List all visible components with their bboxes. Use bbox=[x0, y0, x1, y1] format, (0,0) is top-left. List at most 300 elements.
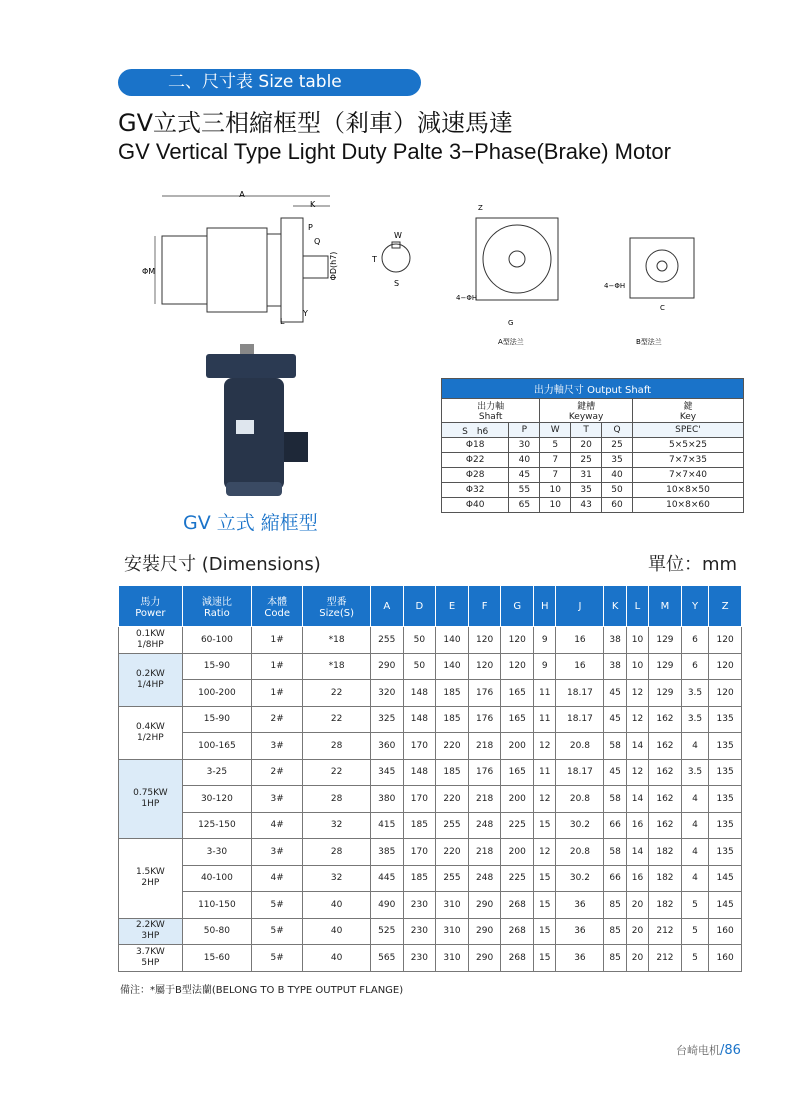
dim-header: 本體 Code bbox=[252, 586, 303, 627]
dim-cell: 40-100 bbox=[182, 865, 251, 892]
dim-cell: 225 bbox=[501, 812, 534, 839]
dim-row bbox=[119, 945, 742, 972]
dim-header: 馬力 Power bbox=[119, 586, 183, 627]
dim-cell: 120 bbox=[501, 653, 534, 680]
dim-header: 減速比 Ratio bbox=[182, 586, 251, 627]
dim-cell: 85 bbox=[604, 918, 626, 945]
dim-cell: 9 bbox=[534, 627, 556, 654]
dim-row bbox=[119, 627, 742, 654]
dim-cell: 16 bbox=[556, 627, 604, 654]
dim-header: D bbox=[403, 586, 436, 627]
dim-cell: 16 bbox=[626, 865, 648, 892]
shaft-cell: 7×7×35 bbox=[632, 453, 743, 468]
dim-cell: 9 bbox=[534, 653, 556, 680]
shaft-row bbox=[442, 438, 744, 453]
dim-cell: 345 bbox=[370, 759, 403, 786]
dim-cell: 148 bbox=[403, 759, 436, 786]
shaft-row bbox=[442, 468, 744, 483]
dim-cell: 176 bbox=[468, 680, 501, 707]
dim-row bbox=[119, 680, 742, 707]
dim-cell: 11 bbox=[534, 680, 556, 707]
dim-cell: 58 bbox=[604, 786, 626, 813]
dim-cell: 129 bbox=[649, 627, 682, 654]
dim-cell: 200 bbox=[501, 786, 534, 813]
dim-cell: 14 bbox=[626, 839, 648, 866]
dim-cell: 120 bbox=[468, 627, 501, 654]
dim-cell: 255 bbox=[436, 865, 469, 892]
dim-cell: 40 bbox=[303, 892, 371, 919]
dim-cell: 162 bbox=[649, 706, 682, 733]
shaft-cell: 7 bbox=[540, 453, 571, 468]
dim-cell: 15-90 bbox=[182, 653, 251, 680]
dim-cell: 165 bbox=[501, 759, 534, 786]
shaft-subhead: S h6 bbox=[442, 423, 509, 438]
shaft-row bbox=[442, 498, 744, 513]
dim-cell: 20.8 bbox=[556, 786, 604, 813]
shaft-cell: 10 bbox=[540, 498, 571, 513]
dim-cell: 11 bbox=[534, 759, 556, 786]
shaft-row bbox=[442, 453, 744, 468]
dim-cell: 15 bbox=[534, 812, 556, 839]
dim-cell: 20.8 bbox=[556, 839, 604, 866]
dim-header: G bbox=[501, 586, 534, 627]
label-a: A bbox=[239, 190, 245, 199]
dim-cell: 66 bbox=[604, 812, 626, 839]
label-c: C bbox=[660, 304, 665, 312]
dim-cell: 415 bbox=[370, 812, 403, 839]
dim-cell: 11 bbox=[534, 706, 556, 733]
dim-cell: 3-25 bbox=[182, 759, 251, 786]
dim-cell: 268 bbox=[501, 945, 534, 972]
dim-cell: 12 bbox=[626, 680, 648, 707]
dim-cell: 3# bbox=[252, 786, 303, 813]
shaft-cell: 7×7×40 bbox=[632, 468, 743, 483]
dim-cell: 100-200 bbox=[182, 680, 251, 707]
shaft-cell: 43 bbox=[571, 498, 602, 513]
footer-brand: 台崎电机 bbox=[676, 1044, 720, 1057]
dim-cell: 165 bbox=[501, 680, 534, 707]
label-hole-b: 4−ΦH bbox=[604, 282, 626, 290]
side-view-diagram bbox=[140, 188, 340, 333]
footnote: 備注：*屬于B型法蘭(BELONG TO B TYPE OUTPUT FLANGE) bbox=[120, 985, 404, 996]
dim-cell: 200 bbox=[501, 733, 534, 760]
dim-cell: 20 bbox=[626, 918, 648, 945]
dim-cell: 170 bbox=[403, 839, 436, 866]
dim-cell: 185 bbox=[436, 706, 469, 733]
dim-cell: 160 bbox=[709, 918, 742, 945]
shaft-cell: 10×8×60 bbox=[632, 498, 743, 513]
dim-cell: 220 bbox=[436, 786, 469, 813]
dim-power-cell: 3.7KW 5HP bbox=[119, 945, 183, 972]
dim-cell: 1# bbox=[252, 680, 303, 707]
label-m: ΦM bbox=[142, 267, 156, 276]
label-s: S bbox=[394, 279, 400, 288]
dim-cell: 6 bbox=[681, 627, 709, 654]
dim-cell: 3.5 bbox=[681, 706, 709, 733]
dim-row bbox=[119, 839, 742, 866]
dim-cell: 120 bbox=[709, 627, 742, 654]
dim-cell: 145 bbox=[709, 865, 742, 892]
dim-cell: 15 bbox=[534, 918, 556, 945]
shaft-group-keyway: 鍵槽 Keyway bbox=[540, 399, 633, 423]
dim-power-cell: 0.75KW 1HP bbox=[119, 759, 183, 839]
motor-photo bbox=[196, 342, 320, 500]
dim-cell: 32 bbox=[303, 812, 371, 839]
label-hole-a: 4−ΦH bbox=[456, 294, 478, 302]
dim-cell: 445 bbox=[370, 865, 403, 892]
dim-cell: 36 bbox=[556, 918, 604, 945]
shaft-subhead: W bbox=[540, 423, 571, 438]
dim-cell: 38 bbox=[604, 653, 626, 680]
dim-cell: 176 bbox=[468, 759, 501, 786]
dim-cell: 182 bbox=[649, 839, 682, 866]
dim-cell: 230 bbox=[403, 945, 436, 972]
shaft-table-title: 出力軸尺寸 Output Shaft bbox=[442, 379, 744, 399]
dim-cell: 45 bbox=[604, 680, 626, 707]
dim-cell: 148 bbox=[403, 706, 436, 733]
shaft-cell: 40 bbox=[602, 468, 633, 483]
dim-cell: 145 bbox=[709, 892, 742, 919]
dim-cell: 176 bbox=[468, 706, 501, 733]
dim-row bbox=[119, 918, 742, 945]
dim-cell: 32 bbox=[303, 865, 371, 892]
dim-cell: 15 bbox=[534, 865, 556, 892]
shaft-cell: 60 bbox=[602, 498, 633, 513]
dim-row bbox=[119, 892, 742, 919]
dim-cell: 12 bbox=[626, 759, 648, 786]
dim-cell: 248 bbox=[468, 865, 501, 892]
shaft-cell: 10×8×50 bbox=[632, 483, 743, 498]
dim-cell: 220 bbox=[436, 733, 469, 760]
dim-cell: 135 bbox=[709, 733, 742, 760]
shaft-row bbox=[442, 483, 744, 498]
dim-header: Y bbox=[681, 586, 709, 627]
dim-row bbox=[119, 812, 742, 839]
shaft-subhead: T bbox=[571, 423, 602, 438]
dim-cell: 15-60 bbox=[182, 945, 251, 972]
dim-cell: 15 bbox=[534, 892, 556, 919]
dim-cell: 4# bbox=[252, 812, 303, 839]
shaft-cell: 25 bbox=[602, 438, 633, 453]
dim-cell: *18 bbox=[303, 653, 371, 680]
dim-header: E bbox=[436, 586, 469, 627]
dim-header: A bbox=[370, 586, 403, 627]
dim-cell: 18.17 bbox=[556, 759, 604, 786]
dim-cell: 5# bbox=[252, 918, 303, 945]
section-pill: 二、尺寸表 Size table bbox=[118, 69, 421, 96]
label-t: T bbox=[372, 255, 377, 264]
dim-cell: 20.8 bbox=[556, 733, 604, 760]
shaft-cell: Φ32 bbox=[442, 483, 509, 498]
dim-cell: 110-150 bbox=[182, 892, 251, 919]
footer bbox=[676, 1042, 741, 1058]
label-a-flange: A型法兰 bbox=[498, 338, 524, 346]
dim-cell: 3.5 bbox=[681, 759, 709, 786]
dim-cell: 20 bbox=[626, 945, 648, 972]
dim-cell: 4 bbox=[681, 812, 709, 839]
dim-cell: 4 bbox=[681, 733, 709, 760]
dim-cell: 16 bbox=[556, 653, 604, 680]
label-l: L bbox=[280, 317, 285, 326]
label-d: ΦD(h7) bbox=[329, 251, 338, 281]
label-w: W bbox=[394, 231, 402, 240]
dim-cell: 218 bbox=[468, 839, 501, 866]
dim-cell: 1# bbox=[252, 653, 303, 680]
shaft-subhead: Q bbox=[602, 423, 633, 438]
dim-cell: 310 bbox=[436, 892, 469, 919]
dimensions-title: 安裝尺寸 (Dimensions) bbox=[124, 554, 321, 575]
motor-label: GV 立式 縮框型 bbox=[183, 512, 318, 534]
dim-cell: 220 bbox=[436, 839, 469, 866]
dim-cell: 50 bbox=[403, 653, 436, 680]
shaft-cell: 25 bbox=[571, 453, 602, 468]
dim-cell: 12 bbox=[534, 786, 556, 813]
dim-cell: 125-150 bbox=[182, 812, 251, 839]
dim-cell: 15 bbox=[534, 945, 556, 972]
shaft-cell: 45 bbox=[509, 468, 540, 483]
dim-cell: 28 bbox=[303, 786, 371, 813]
dim-cell: 185 bbox=[436, 680, 469, 707]
dim-header: 型番 Size(S) bbox=[303, 586, 371, 627]
dim-cell: 385 bbox=[370, 839, 403, 866]
dim-cell: 140 bbox=[436, 627, 469, 654]
label-g: G bbox=[508, 319, 514, 327]
dim-cell: 268 bbox=[501, 892, 534, 919]
shaft-cell: 50 bbox=[602, 483, 633, 498]
dim-cell: 4 bbox=[681, 865, 709, 892]
dim-cell: 22 bbox=[303, 680, 371, 707]
dim-cell: 148 bbox=[403, 680, 436, 707]
dim-cell: 5# bbox=[252, 945, 303, 972]
dim-header: M bbox=[649, 586, 682, 627]
dim-cell: 40 bbox=[303, 918, 371, 945]
dim-cell: 45 bbox=[604, 706, 626, 733]
dim-cell: 218 bbox=[468, 733, 501, 760]
shaft-cell: 7 bbox=[540, 468, 571, 483]
dim-cell: 58 bbox=[604, 839, 626, 866]
flange-a-diagram bbox=[448, 200, 578, 350]
shaft-cell: 30 bbox=[509, 438, 540, 453]
page-title-cn: GV立式三相縮框型（剎車）減速馬達 bbox=[118, 109, 514, 137]
dim-cell: 60-100 bbox=[182, 627, 251, 654]
dim-cell: 5 bbox=[681, 918, 709, 945]
label-z: Z bbox=[478, 204, 483, 212]
dim-cell: 565 bbox=[370, 945, 403, 972]
shaft-cell: Φ22 bbox=[442, 453, 509, 468]
dim-power-cell: 0.4KW 1/2HP bbox=[119, 706, 183, 759]
dim-cell: 120 bbox=[709, 653, 742, 680]
dim-power-cell: 0.2KW 1/4HP bbox=[119, 653, 183, 706]
dim-power-cell: 1.5KW 2HP bbox=[119, 839, 183, 919]
dim-cell: 255 bbox=[370, 627, 403, 654]
label-q: Q bbox=[314, 237, 321, 246]
dim-cell: 525 bbox=[370, 918, 403, 945]
dim-header: J bbox=[556, 586, 604, 627]
shaft-cell: 20 bbox=[571, 438, 602, 453]
dim-cell: 160 bbox=[709, 945, 742, 972]
shaft-cell: 35 bbox=[602, 453, 633, 468]
dim-cell: 129 bbox=[649, 680, 682, 707]
dim-cell: 212 bbox=[649, 918, 682, 945]
dim-cell: 255 bbox=[436, 812, 469, 839]
dim-cell: 85 bbox=[604, 945, 626, 972]
dim-cell: 185 bbox=[403, 865, 436, 892]
label-b-flange: B型法兰 bbox=[636, 338, 662, 346]
dim-cell: 5 bbox=[681, 945, 709, 972]
dim-power-cell: 0.1KW 1/8HP bbox=[119, 627, 183, 654]
unit-label: 單位：mm bbox=[648, 554, 738, 575]
dim-cell: 380 bbox=[370, 786, 403, 813]
dim-cell: 225 bbox=[501, 865, 534, 892]
dim-cell: 28 bbox=[303, 733, 371, 760]
dim-cell: 290 bbox=[468, 945, 501, 972]
dim-cell: 162 bbox=[649, 759, 682, 786]
dim-cell: 170 bbox=[403, 786, 436, 813]
shaft-subhead: SPEC' bbox=[632, 423, 743, 438]
label-k: K bbox=[310, 200, 316, 209]
dim-cell: 30.2 bbox=[556, 812, 604, 839]
label-p: P bbox=[308, 223, 313, 232]
dim-cell: 182 bbox=[649, 892, 682, 919]
dim-cell: 490 bbox=[370, 892, 403, 919]
dim-cell: 3# bbox=[252, 733, 303, 760]
flange-b-diagram bbox=[600, 228, 710, 350]
dim-cell: 268 bbox=[501, 918, 534, 945]
dim-header: K bbox=[604, 586, 626, 627]
dim-cell: 120 bbox=[468, 653, 501, 680]
dim-cell: 230 bbox=[403, 892, 436, 919]
dim-cell: 290 bbox=[468, 918, 501, 945]
dim-cell: 50 bbox=[403, 627, 436, 654]
shaft-cell: Φ18 bbox=[442, 438, 509, 453]
dim-cell: 85 bbox=[604, 892, 626, 919]
dim-cell: 170 bbox=[403, 733, 436, 760]
output-shaft-table bbox=[441, 378, 744, 513]
shaft-cell: 35 bbox=[571, 483, 602, 498]
dim-cell: 45 bbox=[604, 759, 626, 786]
shaft-cell: Φ28 bbox=[442, 468, 509, 483]
dim-cell: 15-90 bbox=[182, 706, 251, 733]
dim-cell: 6 bbox=[681, 653, 709, 680]
label-y: Y bbox=[303, 309, 308, 318]
shaft-subhead: P bbox=[509, 423, 540, 438]
dim-cell: 129 bbox=[649, 653, 682, 680]
dim-cell: 22 bbox=[303, 706, 371, 733]
dim-cell: 2# bbox=[252, 706, 303, 733]
dim-cell: 66 bbox=[604, 865, 626, 892]
dim-cell: 218 bbox=[468, 786, 501, 813]
dim-cell: 38 bbox=[604, 627, 626, 654]
dim-cell: 325 bbox=[370, 706, 403, 733]
shaft-cell: 40 bbox=[509, 453, 540, 468]
shaft-cell: 10 bbox=[540, 483, 571, 498]
dim-cell: 200 bbox=[501, 839, 534, 866]
dim-header: H bbox=[534, 586, 556, 627]
dim-cell: 360 bbox=[370, 733, 403, 760]
dim-cell: 182 bbox=[649, 865, 682, 892]
dim-cell: 290 bbox=[468, 892, 501, 919]
dim-cell: 135 bbox=[709, 706, 742, 733]
dim-row bbox=[119, 865, 742, 892]
dim-cell: 3# bbox=[252, 839, 303, 866]
dim-cell: 290 bbox=[370, 653, 403, 680]
dim-power-cell: 2.2KW 3HP bbox=[119, 918, 183, 945]
dim-cell: 14 bbox=[626, 786, 648, 813]
shaft-cell: 31 bbox=[571, 468, 602, 483]
dim-row bbox=[119, 733, 742, 760]
dim-cell: 5 bbox=[681, 892, 709, 919]
dim-header: F bbox=[468, 586, 501, 627]
dim-cell: 18.17 bbox=[556, 706, 604, 733]
dim-cell: 162 bbox=[649, 812, 682, 839]
dim-cell: 40 bbox=[303, 945, 371, 972]
dim-cell: 36 bbox=[556, 945, 604, 972]
dim-cell: 10 bbox=[626, 653, 648, 680]
dim-cell: 30.2 bbox=[556, 865, 604, 892]
dim-cell: 18.17 bbox=[556, 680, 604, 707]
dim-cell: 10 bbox=[626, 627, 648, 654]
dim-row bbox=[119, 706, 742, 733]
shaft-cell: 5 bbox=[540, 438, 571, 453]
dim-cell: 12 bbox=[534, 733, 556, 760]
dim-cell: 162 bbox=[649, 786, 682, 813]
dim-cell: 140 bbox=[436, 653, 469, 680]
dim-cell: 12 bbox=[534, 839, 556, 866]
dim-cell: 230 bbox=[403, 918, 436, 945]
dim-cell: 162 bbox=[649, 733, 682, 760]
shaft-cell: 5×5×25 bbox=[632, 438, 743, 453]
dim-header: Z bbox=[709, 586, 742, 627]
shaft-group-shaft: 出力軸 Shaft bbox=[442, 399, 540, 423]
dim-cell: 135 bbox=[709, 839, 742, 866]
dim-cell: 3.5 bbox=[681, 680, 709, 707]
dim-cell: 28 bbox=[303, 839, 371, 866]
shaft-group-key: 鍵 Key bbox=[632, 399, 743, 423]
dim-cell: 50-80 bbox=[182, 918, 251, 945]
dim-row bbox=[119, 653, 742, 680]
dim-cell: 4# bbox=[252, 865, 303, 892]
dim-header: L bbox=[626, 586, 648, 627]
dim-cell: 3-30 bbox=[182, 839, 251, 866]
shaft-section-diagram bbox=[366, 228, 416, 288]
dim-cell: *18 bbox=[303, 627, 371, 654]
page-title-en: GV Vertical Type Light Duty Palte 3−Phase(Brake) Motor bbox=[118, 139, 671, 164]
dim-cell: 30-120 bbox=[182, 786, 251, 813]
dim-cell: 185 bbox=[403, 812, 436, 839]
dim-cell: 5# bbox=[252, 892, 303, 919]
dim-cell: 248 bbox=[468, 812, 501, 839]
dim-cell: 212 bbox=[649, 945, 682, 972]
dim-cell: 120 bbox=[709, 680, 742, 707]
dim-cell: 4 bbox=[681, 786, 709, 813]
page-number: /86 bbox=[720, 1043, 741, 1058]
dim-cell: 135 bbox=[709, 786, 742, 813]
dim-cell: 2# bbox=[252, 759, 303, 786]
dim-cell: 135 bbox=[709, 759, 742, 786]
dim-cell: 120 bbox=[501, 627, 534, 654]
dim-row bbox=[119, 786, 742, 813]
dim-cell: 135 bbox=[709, 812, 742, 839]
dim-cell: 185 bbox=[436, 759, 469, 786]
dim-cell: 310 bbox=[436, 918, 469, 945]
dim-cell: 58 bbox=[604, 733, 626, 760]
dim-cell: 22 bbox=[303, 759, 371, 786]
dimensions-table bbox=[118, 585, 742, 972]
shaft-cell: 65 bbox=[509, 498, 540, 513]
dim-cell: 20 bbox=[626, 892, 648, 919]
shaft-cell: Φ40 bbox=[442, 498, 509, 513]
dim-row bbox=[119, 759, 742, 786]
